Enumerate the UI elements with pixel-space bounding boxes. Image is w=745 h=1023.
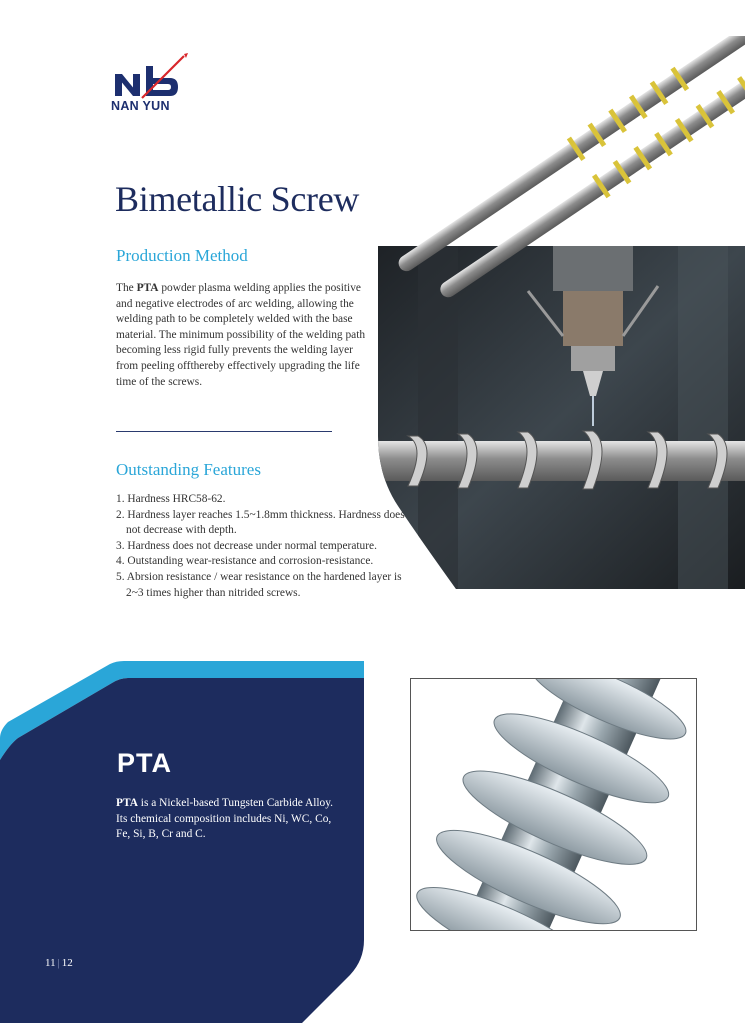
production-method-heading: Production Method	[116, 246, 248, 265]
paragraph-prefix: The	[116, 282, 137, 294]
page-right: 12	[61, 957, 73, 969]
screw-closeup-image	[411, 679, 696, 930]
pta-title: PTA	[117, 748, 172, 778]
feature-item: 3. Hardness does not decrease under normal temperature.	[116, 539, 377, 552]
page-left: 11	[45, 957, 56, 969]
pta-bold: PTA	[116, 797, 138, 809]
paragraph-body: powder plasma welding applies the positive and negative electrodes of arc welding, allowing the welding path to be completely welded with the base material. The minimum possibility of the welding path becoming less rigid fully prevents the welding layer from peeling offthereby effectively upgrading the life time of the screws.	[116, 282, 366, 388]
outstanding-features-heading: Outstanding Features	[116, 460, 261, 479]
feature-item: 2. Hardness layer reaches 1.5~1.8mm thickness. Hardness does not decrease with depth.	[116, 508, 405, 537]
screw-closeup-photo	[410, 678, 697, 931]
page-number	[45, 957, 73, 969]
pta-bold: PTA	[136, 282, 159, 294]
pta-description	[116, 796, 341, 843]
feature-item: 4. Outstanding wear-resistance and corrosion-resistance.	[116, 555, 374, 568]
feature-item: 1. Hardness HRC58-62.	[116, 493, 226, 505]
page-title: Bimetallic Screw	[115, 179, 360, 219]
pta-description-body: is a Nickel-based Tungsten Carbide Alloy. Its chemical composition includes Ni, WC, Co, Fe, Si, B, Cr and C.	[116, 797, 334, 841]
brand-name: NAN YUN	[111, 99, 170, 113]
page-separator: |	[57, 957, 60, 969]
feature-item: 5. Abrsion resistance / wear resistance on the hardened layer is 2~3 times higher than nitrided screws.	[116, 570, 402, 599]
